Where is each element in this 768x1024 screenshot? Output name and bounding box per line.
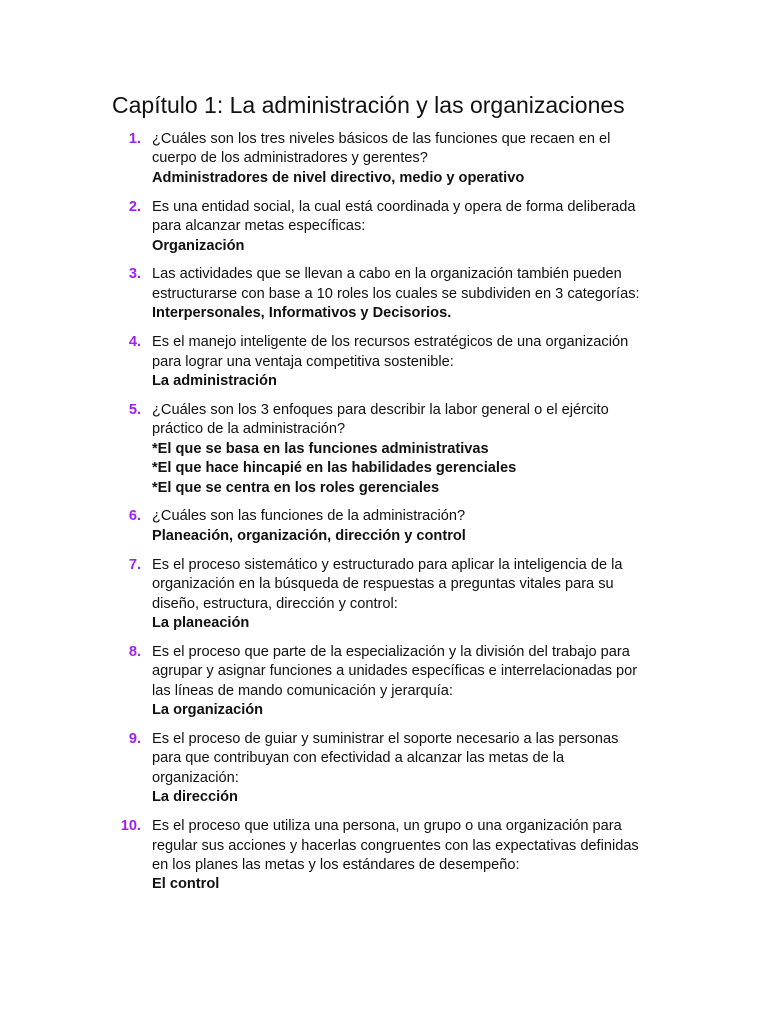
question-text-line: ¿Cuáles son los tres niveles básicos de las funciones que recaen en el bbox=[152, 131, 611, 147]
question-text-line: para que contribuyan con efectividad a alcanzar las metas de la bbox=[152, 750, 565, 767]
question-text-line: organización en la búsqueda de respuestas a preguntas vitales para su bbox=[152, 576, 614, 593]
question-text-line: Es el proceso que utiliza una persona, un grupo o una organización para bbox=[152, 818, 622, 835]
answer-text: *El que se centra en los roles gerenciales bbox=[152, 479, 440, 496]
question-number: 9. bbox=[128, 730, 141, 747]
answer-text: Organización bbox=[152, 237, 245, 254]
question-number: 3. bbox=[128, 266, 141, 283]
question-number: 10. bbox=[120, 818, 141, 835]
question-text-line: Es el proceso de guiar y suministrar el soporte necesario a las personas bbox=[152, 730, 619, 747]
question-text-line: regular sus acciones y hacerlas congruentes con las expectativas definidas bbox=[152, 837, 639, 854]
question-number: 5. bbox=[128, 401, 141, 418]
question-text-line: Es el manejo inteligente de los recursos estratégicos de una organización bbox=[152, 334, 629, 351]
question-item bbox=[0, 333, 768, 391]
question-text-line: Las actividades que se llevan a cabo en la organización también pueden bbox=[152, 266, 622, 283]
question-text-line: en los planes las metas y los estándares de desempeño: bbox=[152, 856, 520, 873]
question-item bbox=[0, 130, 768, 188]
question-item bbox=[0, 507, 768, 546]
question-number: 6. bbox=[128, 508, 141, 525]
question-item bbox=[0, 265, 768, 323]
question-text-line: ¿Cuáles son los 3 enfoques para describir la labor general o el ejército bbox=[152, 401, 609, 418]
question-number: 8. bbox=[128, 643, 141, 660]
question-item bbox=[0, 643, 768, 721]
answer-text: La administración bbox=[152, 372, 277, 389]
question-text-line: organización: bbox=[152, 769, 239, 786]
answer-text: La organización bbox=[152, 702, 264, 719]
question-text-line: Es una entidad social, la cual está coordinada y opera de forma deliberada bbox=[152, 198, 636, 215]
question-number: 2. bbox=[128, 198, 141, 215]
answer-text: La dirección bbox=[152, 789, 238, 806]
question-text-line: práctico de la administración? bbox=[152, 421, 346, 438]
question-item bbox=[0, 730, 768, 808]
question-list bbox=[0, 130, 768, 904]
answer-text: Administradores de nivel directivo, medio y operativo bbox=[152, 169, 525, 186]
question-text-line: agrupar y asignar funciones a unidades específicas e interrelacionadas por bbox=[152, 663, 638, 680]
answer-text: *El que hace hincapié en las habilidades gerenciales bbox=[152, 460, 517, 477]
question-item bbox=[0, 401, 768, 498]
question-text-line: para alcanzar metas específicas: bbox=[152, 218, 366, 235]
question-number: 7. bbox=[128, 556, 141, 573]
answer-text: La planeación bbox=[152, 614, 250, 631]
question-text-line: Es el proceso que parte de la especialización y la división del trabajo para bbox=[152, 643, 630, 660]
question-text-line: las líneas de mando comunicación y jerarquía: bbox=[152, 682, 453, 699]
question-item bbox=[0, 556, 768, 634]
question-text-line: estructurarse con base a 10 roles los cuales se subdividen en 3 categorías: bbox=[152, 285, 640, 302]
question-text-line: ¿Cuáles son las funciones de la administración? bbox=[152, 508, 466, 525]
answer-text: *El que se basa en las funciones administrativas bbox=[152, 440, 489, 457]
question-text-line: cuerpo de los administradores y gerentes? bbox=[152, 150, 428, 167]
question-text-line: para lograr una ventaja competitiva sostenible: bbox=[152, 353, 454, 370]
question-item bbox=[0, 817, 768, 895]
page-title: Capítulo 1: La administración y las organizaciones bbox=[112, 92, 625, 118]
answer-text: Interpersonales, Informativos y Decisorios. bbox=[152, 305, 452, 322]
question-text-line: diseño, estructura, dirección y control: bbox=[152, 595, 398, 612]
question-item bbox=[0, 198, 768, 256]
answer-text: El control bbox=[152, 876, 220, 893]
question-text-line: Es el proceso sistemático y estructurado para aplicar la inteligencia de la bbox=[152, 556, 623, 573]
question-number: 1. bbox=[128, 131, 141, 147]
answer-text: Planeación, organización, dirección y control bbox=[152, 527, 466, 544]
question-number: 4. bbox=[128, 334, 141, 351]
